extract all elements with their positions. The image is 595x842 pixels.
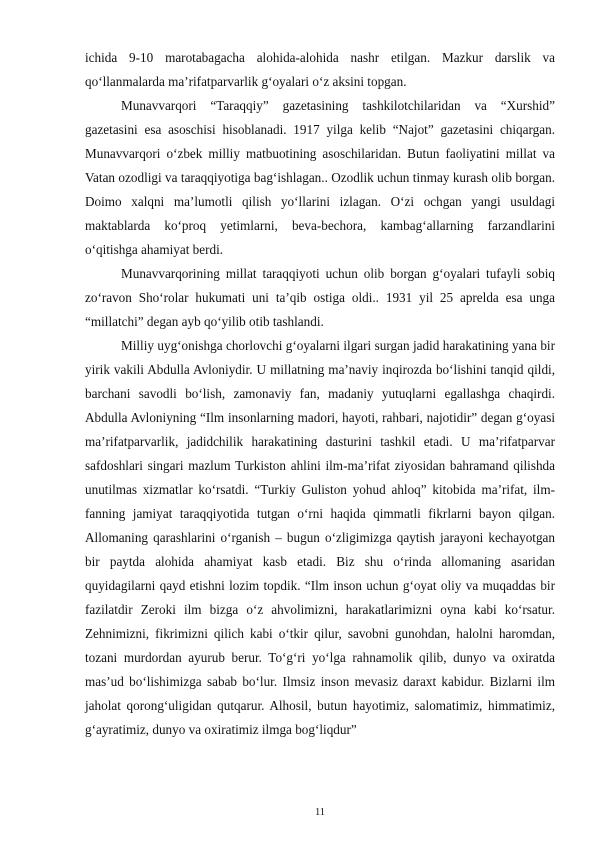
paragraph-munavvarqori-press: Munavvarqori “Taraqqiy” gazetasining tashkilotchilaridan va “Xurshid” gazetasini esa asoschisi hisoblanadi. 1917 yilga kelib “Najot” gazetasini chiqargan. Munavvarqori o‘zbek milliy matbuotining asoschilaridan. Butun faoliyatini millat va Vatan ozodligi va taraqqiyotiga bag‘ishlagan.. Ozodlik uchun tinmay kurash olib borgan. Doimo xalqni ma’lumotli qilish yo‘llarini izlagan. O‘zi ochgan yangi usuldagi maktablarda ko‘proq yetimlarni, beva-bechora, kambag‘allarning farzandlarini o‘qitishga ahamiyat berdi. [85, 98, 555, 257]
paragraph-avloniy: Milliy uyg‘onishga chorlovchi g‘oyalarni ilgari surgan jadid harakatining yana bir yirik vakili Abdulla Avloniydir. U millatning ma’naviy inqirozda bo‘lishini tanqid qildi, barchani savodli bo‘lish, zamonaviy fan, madaniy yutuqlarni egallashga chaqirdi. Abdulla Avloniyning “Ilm insonlarning madori, hayoti, rahbari, najotidir” degan g‘oyasi ma’rifatparvarlik, jadidchilik harakatining dasturini tashkil etadi. U ma’rifatparvar safdoshlari singari mazlum Turkiston ahlini ilm-ma’rifat ziyosidan bahramand qilishda unutilmas xizmatlar ko‘rsatdi. “Turkiy Guliston yohud ahloq” kitobida ma’rifat, ilm-fanning jamiyat taraqqiyotida tutgan o‘rni haqida qimmatli fikrlarni bayon qilgan. Allomaning qarashlarini o‘rganish – bugun o‘zligimizga qaytish jarayoni kechayotgan bir paytda alohida ahamiyat kasb etadi. Biz shu o‘rinda allomaning asaridan quyidagilarni qayd etishni lozim topdik. “Ilm inson uchun g‘oyat oliy va muqaddas bir fazilatdir Zeroki ilm bizga o‘z ahvolimizni, harakatlarimizni oyna kabi ko‘rsatur. Zehnimizni, fikrimizni qilich kabi o‘tkir qilur, savobni gunohdan, halolni haromdan, tozani murdordan ayurub berur. To‘g‘ri yo‘lga rahnamolik qilib, dunyo va oxiratda mas’ud bo‘lishimizga sabab bo‘lur. Ilmsiz inson mevasiz daraxt kabidur. Bizlarni ilm jaholat qorong‘uligidan qutqarur. Alhosil, butun hayotimiz, salomatimiz, himmatimiz, g‘ayratimiz, dunyo va oxiratimiz ilmga bog‘liqdur” [85, 338, 555, 737]
paragraph-munavvarqori-fate: Munavvarqorining millat taraqqiyoti uchun olib borgan g‘oyalari tufayli sobiq zo‘ravon Sho‘rolar hukumati uni ta’qib ostiga oldi.. 1931 yil 25 aprelda esa unga “millatchi” degan ayb qo‘yilib otib tashlandi. [85, 266, 555, 329]
body-text [85, 46, 555, 742]
page-number: 11 [314, 807, 326, 818]
paragraph-continuation: ichida 9-10 marotabagacha alohida-alohida nashr etilgan. Mazkur darslik va qo‘llanmalarda ma’rifatparvarlik g‘oyalari o‘z aksini topgan. [85, 50, 555, 89]
